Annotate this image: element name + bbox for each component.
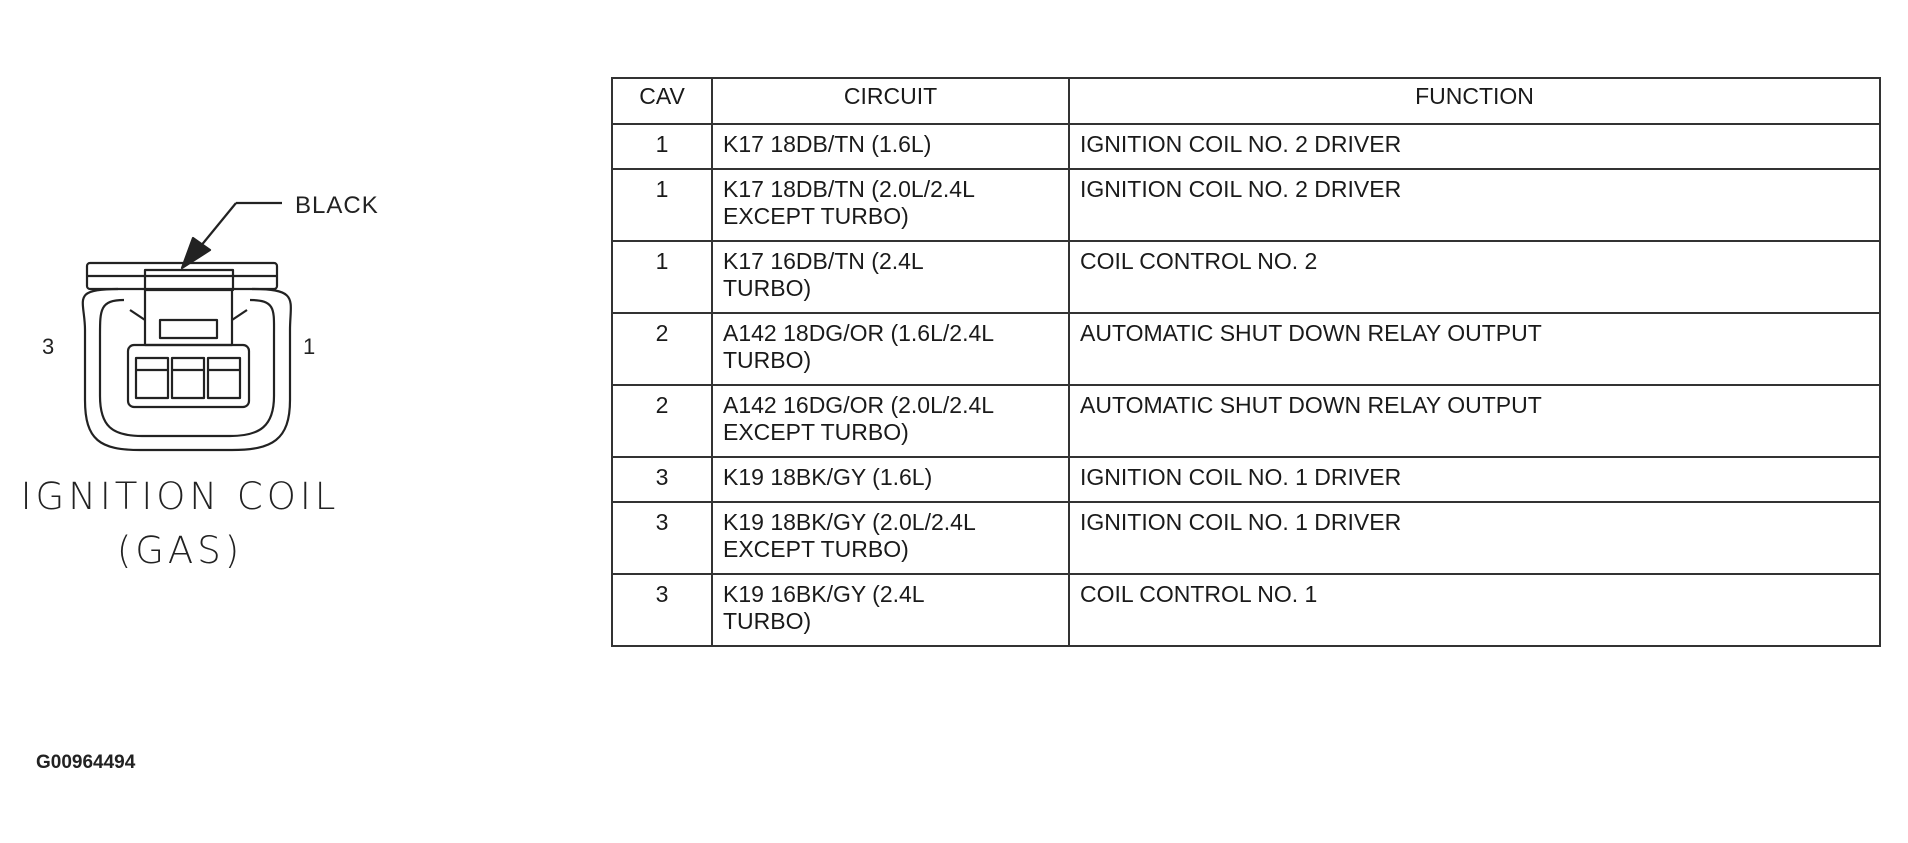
- circuit-cell: A142 16DG/OR (2.0L/2.4L EXCEPT TURBO): [712, 385, 1069, 457]
- cav-cell: 1: [612, 124, 712, 169]
- header-function: FUNCTION: [1069, 78, 1880, 124]
- table-row: [612, 574, 1880, 646]
- cavity-2: [172, 358, 204, 398]
- circuit-cell: A142 18DG/OR (1.6L/2.4L TURBO): [712, 313, 1069, 385]
- function-cell: AUTOMATIC SHUT DOWN RELAY OUTPUT: [1069, 385, 1880, 457]
- function-cell: IGNITION COIL NO. 2 DRIVER: [1069, 169, 1880, 241]
- header-cav: CAV: [612, 78, 712, 124]
- figure-id: G00964494: [36, 752, 136, 773]
- table-row: [612, 457, 1880, 502]
- cav-cell: 2: [612, 385, 712, 457]
- table-row: [612, 313, 1880, 385]
- pin-3-label: 3: [42, 334, 55, 359]
- connector-title-line2: (GAS): [116, 529, 244, 572]
- table-row: [612, 502, 1880, 574]
- table-row: [612, 385, 1880, 457]
- cav-cell: 2: [612, 313, 712, 385]
- connector-title: [10, 470, 350, 578]
- table-row: [612, 124, 1880, 169]
- cav-cell: 3: [612, 457, 712, 502]
- function-cell: IGNITION COIL NO. 2 DRIVER: [1069, 124, 1880, 169]
- function-cell: IGNITION COIL NO. 1 DRIVER: [1069, 457, 1880, 502]
- circuit-cell: K17 18DB/TN (2.0L/2.4L EXCEPT TURBO): [712, 169, 1069, 241]
- circuit-cell: K19 18BK/GY (1.6L): [712, 457, 1069, 502]
- lock-body: [145, 289, 232, 345]
- cav-cell: 3: [612, 502, 712, 574]
- circuit-cell: K17 16DB/TN (2.4L TURBO): [712, 241, 1069, 313]
- lock-window: [160, 320, 217, 338]
- circuit-cell: K19 16BK/GY (2.4L TURBO): [712, 574, 1069, 646]
- function-cell: COIL CONTROL NO. 2: [1069, 241, 1880, 313]
- wire-color-label: BLACK: [295, 192, 379, 219]
- function-cell: AUTOMATIC SHUT DOWN RELAY OUTPUT: [1069, 313, 1880, 385]
- function-cell: IGNITION COIL NO. 1 DRIVER: [1069, 502, 1880, 574]
- table-row: [612, 241, 1880, 313]
- table-header-row: [612, 78, 1880, 124]
- cavity-3: [136, 358, 168, 398]
- circuit-cell: K17 18DB/TN (1.6L): [712, 124, 1069, 169]
- connector-diagram: [0, 0, 460, 620]
- cavity-1: [208, 358, 240, 398]
- table-row: [612, 169, 1880, 241]
- pin-1-label: 1: [303, 334, 316, 359]
- cav-cell: 3: [612, 574, 712, 646]
- connector-title-line1: IGNITION COIL: [20, 475, 340, 518]
- cav-cell: 1: [612, 241, 712, 313]
- circuit-cell: K19 18BK/GY (2.0L/2.4L EXCEPT TURBO): [712, 502, 1069, 574]
- pinout-table: [611, 77, 1881, 647]
- latch-center: [145, 270, 233, 290]
- header-circuit: CIRCUIT: [712, 78, 1069, 124]
- cav-cell: 1: [612, 169, 712, 241]
- function-cell: COIL CONTROL NO. 1: [1069, 574, 1880, 646]
